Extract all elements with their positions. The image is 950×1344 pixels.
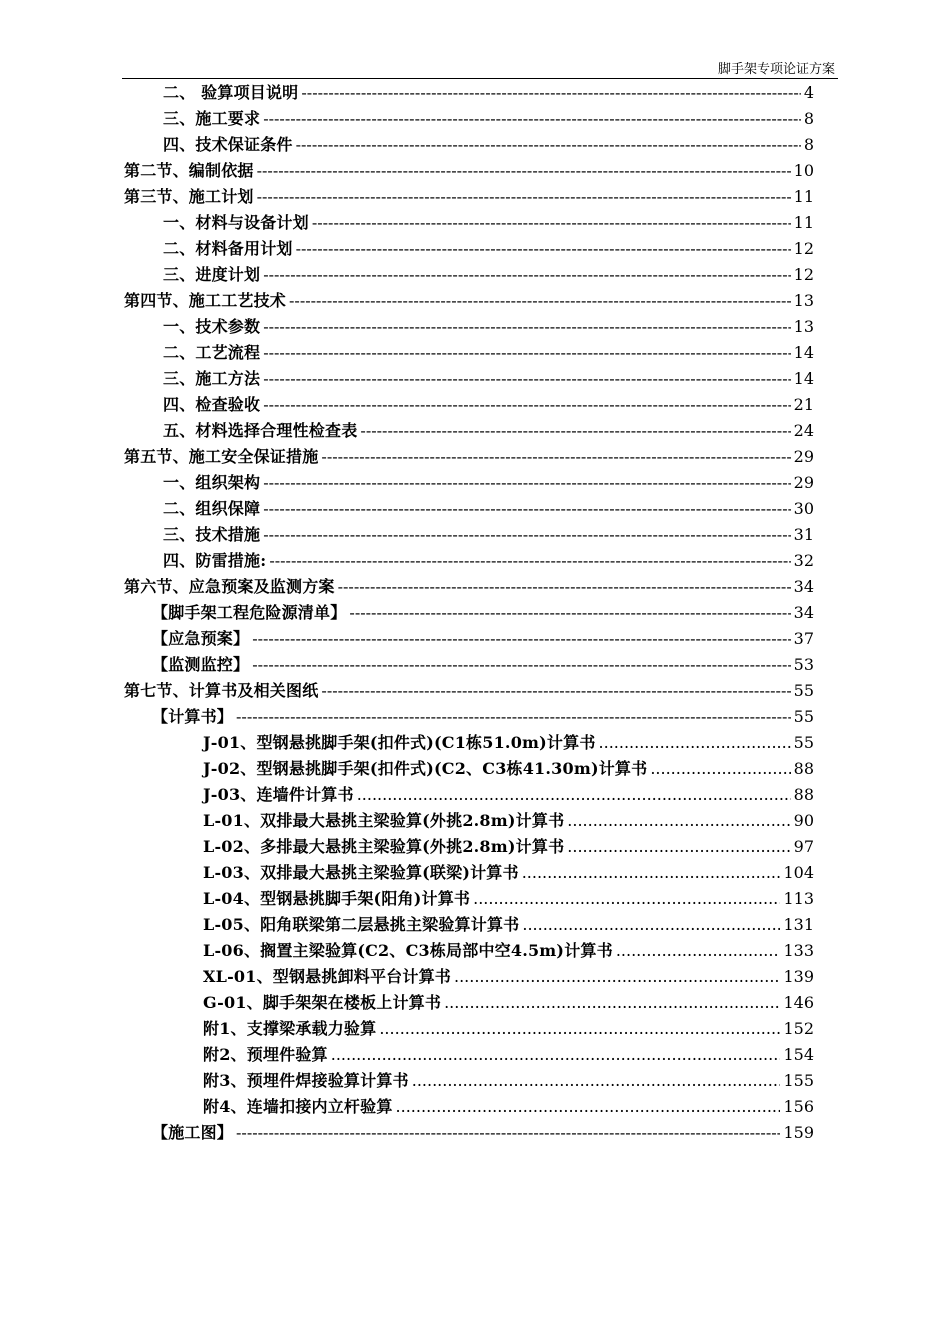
toc-entry[interactable] — [203, 990, 814, 1016]
toc-leader — [379, 1016, 780, 1042]
toc-entry-page: 139 — [783, 967, 814, 986]
toc-leader — [522, 860, 781, 886]
toc-entry-page: 24 — [793, 421, 814, 440]
toc-leader — [321, 444, 790, 470]
toc-entry[interactable] — [163, 132, 814, 158]
toc-leader — [263, 262, 790, 288]
toc-entry[interactable] — [203, 1068, 814, 1094]
toc-entry-page: 113 — [783, 889, 814, 908]
toc-entry-label: 二、组织保障 — [163, 499, 261, 518]
toc-entry[interactable] — [163, 366, 814, 392]
toc-leader — [252, 652, 790, 678]
toc-entry-label: 【应急预案】 — [152, 629, 250, 648]
toc-entry-page: 90 — [793, 811, 814, 830]
toc-entry-page: 88 — [793, 785, 814, 804]
toc-entry[interactable] — [163, 522, 814, 548]
toc-leader — [263, 496, 790, 522]
toc-entry-label: 四、技术保证条件 — [163, 135, 293, 154]
toc-leader — [396, 1094, 781, 1120]
toc-entry[interactable] — [163, 80, 814, 106]
toc-entry-label: 四、防雷措施: — [163, 551, 267, 570]
toc-entry-page: 11 — [793, 213, 814, 232]
toc-entry-label: L-03、双排最大悬挑主梁验算(联梁)计算书 — [203, 863, 519, 882]
toc-entry[interactable] — [163, 392, 814, 418]
toc-entry-page: 131 — [783, 915, 814, 934]
toc-leader — [321, 678, 790, 704]
toc-entry-label: 五、材料选择合理性检查表 — [163, 421, 358, 440]
toc-entry-page: 13 — [793, 291, 814, 310]
toc-leader — [263, 340, 790, 366]
toc-entry-label: 三、技术措施 — [163, 525, 261, 544]
toc-leader — [616, 938, 781, 964]
toc-entry-label: XL-01、型钢悬挑卸料平台计算书 — [203, 967, 451, 986]
toc-leader — [360, 418, 790, 444]
toc-entry[interactable] — [124, 288, 814, 314]
toc-leader — [269, 548, 790, 574]
toc-entry-label: 第三节、施工计划 — [124, 187, 254, 206]
toc-entry[interactable] — [163, 236, 814, 262]
toc-entry-label: 第七节、计算书及相关图纸 — [124, 681, 319, 700]
page-header-title: 脚手架专项论证方案 — [717, 62, 835, 77]
toc-entry-page: 104 — [783, 863, 814, 882]
toc-entry-page: 155 — [783, 1071, 814, 1090]
toc-entry[interactable] — [203, 834, 814, 860]
toc-leader — [263, 522, 790, 548]
header-rule — [122, 78, 838, 79]
toc-entry[interactable] — [152, 626, 814, 652]
toc-entry[interactable] — [163, 106, 814, 132]
toc-entry-label: 二、工艺流程 — [163, 343, 261, 362]
toc-leader — [331, 1042, 781, 1068]
toc-leader — [257, 184, 791, 210]
toc-entry-page: 55 — [793, 733, 814, 752]
toc-entry-page: 4 — [803, 83, 814, 102]
toc-entry-label: L-05、阳角联梁第二层悬挑主梁验算计算书 — [203, 915, 520, 934]
toc-leader — [289, 288, 791, 314]
toc-entry-page: 133 — [783, 941, 814, 960]
toc-entry-page: 154 — [783, 1045, 814, 1064]
toc-entry-label: 附4、连墙扣接内立杆验算 — [203, 1097, 393, 1116]
toc-entry-label: 第五节、施工安全保证措施 — [124, 447, 319, 466]
toc-entry-label: 一、组织架构 — [163, 473, 261, 492]
toc-leader — [473, 886, 780, 912]
toc-entry[interactable] — [203, 860, 814, 886]
toc-entry-label: L-04、型钢悬挑脚手架(阳角)计算书 — [203, 889, 471, 908]
toc-leader — [296, 236, 791, 262]
toc-entry-page: 14 — [793, 343, 814, 362]
toc-leader — [599, 730, 791, 756]
toc-entry[interactable] — [163, 418, 814, 444]
toc-entry-page: 34 — [793, 577, 814, 596]
toc-entry[interactable] — [203, 1016, 814, 1042]
toc-entry[interactable] — [124, 158, 814, 184]
toc-entry[interactable] — [203, 1094, 814, 1120]
toc-entry-label: J-03、连墙件计算书 — [203, 785, 354, 804]
toc-entry-page: 10 — [793, 161, 814, 180]
toc-entry-label: 一、材料与设备计划 — [163, 213, 309, 232]
toc-entry-page: 14 — [793, 369, 814, 388]
toc-leader — [263, 470, 790, 496]
toc-leader — [412, 1068, 781, 1094]
toc-entry-page: 37 — [793, 629, 814, 648]
toc-entry-label: 【计算书】 — [152, 707, 234, 726]
toc-entry-page: 12 — [793, 265, 814, 284]
toc-leader — [444, 990, 780, 1016]
toc-entry-label: 二、材料备用计划 — [163, 239, 293, 258]
toc-entry-page: 32 — [793, 551, 814, 570]
toc-entry-label: 附3、预埋件焊接验算计算书 — [203, 1071, 409, 1090]
toc-entry-page: 53 — [793, 655, 814, 674]
toc-entry-label: 附1、支撑梁承载力验算 — [203, 1019, 377, 1038]
toc-entry[interactable] — [152, 600, 814, 626]
toc-leader — [296, 132, 801, 158]
toc-entry-label: 三、施工方法 — [163, 369, 261, 388]
toc-entry[interactable] — [203, 730, 814, 756]
toc-entry-label: 【监测监控】 — [152, 655, 250, 674]
toc-entry-label: L-02、多排最大悬挑主梁验算(外挑2.8m)计算书 — [203, 837, 565, 856]
toc-entry[interactable] — [163, 470, 814, 496]
toc-entry-page: 55 — [793, 681, 814, 700]
toc-leader — [252, 626, 790, 652]
toc-entry[interactable] — [163, 548, 814, 574]
toc-leader — [263, 106, 801, 132]
toc-entry[interactable] — [163, 262, 814, 288]
toc-entry-page: 152 — [783, 1019, 814, 1038]
toc-entry-label: 附2、预埋件验算 — [203, 1045, 328, 1064]
toc-entry-page: 34 — [793, 603, 814, 622]
toc-entry[interactable] — [203, 938, 814, 964]
toc-entry-page: 55 — [793, 707, 814, 726]
toc-leader — [349, 600, 790, 626]
toc-entry-label: 【脚手架工程危险源清单】 — [152, 603, 347, 622]
toc-entry-label: 第四节、施工工艺技术 — [124, 291, 287, 310]
toc-entry-page: 8 — [803, 109, 814, 128]
toc-leader — [650, 756, 790, 782]
toc-entry-label: J-01、型钢悬挑脚手架(扣件式)(C1栋51.0m)计算书 — [203, 733, 596, 752]
toc-entry-label: J-02、型钢悬挑脚手架(扣件式)(C2、C3栋41.30m)计算书 — [203, 759, 648, 778]
toc-entry-label: 一、技术参数 — [163, 317, 261, 336]
toc-entry[interactable] — [163, 496, 814, 522]
toc-entry[interactable] — [203, 782, 814, 808]
toc-entry-page: 29 — [793, 447, 814, 466]
toc-leader — [263, 392, 790, 418]
toc-entry-label: L-01、双排最大悬挑主梁验算(外挑2.8m)计算书 — [203, 811, 565, 830]
toc-leader — [301, 80, 800, 106]
toc-leader — [263, 366, 790, 392]
toc-entry[interactable] — [152, 1120, 814, 1146]
toc-entry[interactable] — [203, 912, 814, 938]
toc-entry[interactable] — [124, 184, 814, 210]
toc-entry[interactable] — [152, 704, 814, 730]
toc-leader — [257, 158, 791, 184]
toc-entry-label: 三、施工要求 — [163, 109, 261, 128]
toc-entry-label: 二、 验算项目说明 — [163, 83, 299, 102]
toc-leader — [263, 314, 790, 340]
toc-entry-page: 11 — [793, 187, 814, 206]
toc-leader — [454, 964, 780, 990]
toc-entry-page: 30 — [793, 499, 814, 518]
toc-leader — [338, 574, 791, 600]
toc-leader — [522, 912, 780, 938]
toc-leader — [567, 808, 790, 834]
toc-leader — [236, 1120, 780, 1146]
toc-entry-page: 88 — [793, 759, 814, 778]
toc-entry[interactable] — [124, 444, 814, 470]
toc-entry-page: 156 — [783, 1097, 814, 1116]
toc-entry[interactable] — [124, 574, 814, 600]
toc-entry[interactable] — [124, 678, 814, 704]
toc-entry[interactable] — [203, 964, 814, 990]
toc-entry-page: 21 — [793, 395, 814, 414]
toc-entry[interactable] — [163, 314, 814, 340]
toc-entry-page: 159 — [783, 1123, 814, 1142]
toc-entry-label: 四、检查验收 — [163, 395, 261, 414]
toc-entry[interactable] — [203, 1042, 814, 1068]
toc-leader — [357, 782, 791, 808]
toc-entry[interactable] — [163, 210, 814, 236]
toc-leader — [236, 704, 791, 730]
toc-entry[interactable] — [203, 756, 814, 782]
toc-entry-page: 13 — [793, 317, 814, 336]
toc-entry[interactable] — [203, 886, 814, 912]
toc-entry-page: 31 — [793, 525, 814, 544]
toc-entry-label: 三、进度计划 — [163, 265, 261, 284]
toc-entry-label: L-06、搁置主梁验算(C2、C3栋局部中空4.5m)计算书 — [203, 941, 613, 960]
toc-leader — [312, 210, 791, 236]
toc-entry-label: G-01、脚手架架在楼板上计算书 — [203, 993, 442, 1012]
toc-entry-page: 12 — [793, 239, 814, 258]
toc-entry-page: 146 — [783, 993, 814, 1012]
toc-entry[interactable] — [152, 652, 814, 678]
toc-leader — [567, 834, 790, 860]
toc-entry[interactable] — [203, 808, 814, 834]
toc-entry-page: 97 — [793, 837, 814, 856]
toc-entry-label: 【施工图】 — [152, 1123, 234, 1142]
toc-entry-label: 第二节、编制依据 — [124, 161, 254, 180]
toc-entry[interactable] — [163, 340, 814, 366]
toc-entry-label: 第六节、应急预案及监测方案 — [124, 577, 335, 596]
toc-entry-page: 29 — [793, 473, 814, 492]
toc-entry-page: 8 — [803, 135, 814, 154]
